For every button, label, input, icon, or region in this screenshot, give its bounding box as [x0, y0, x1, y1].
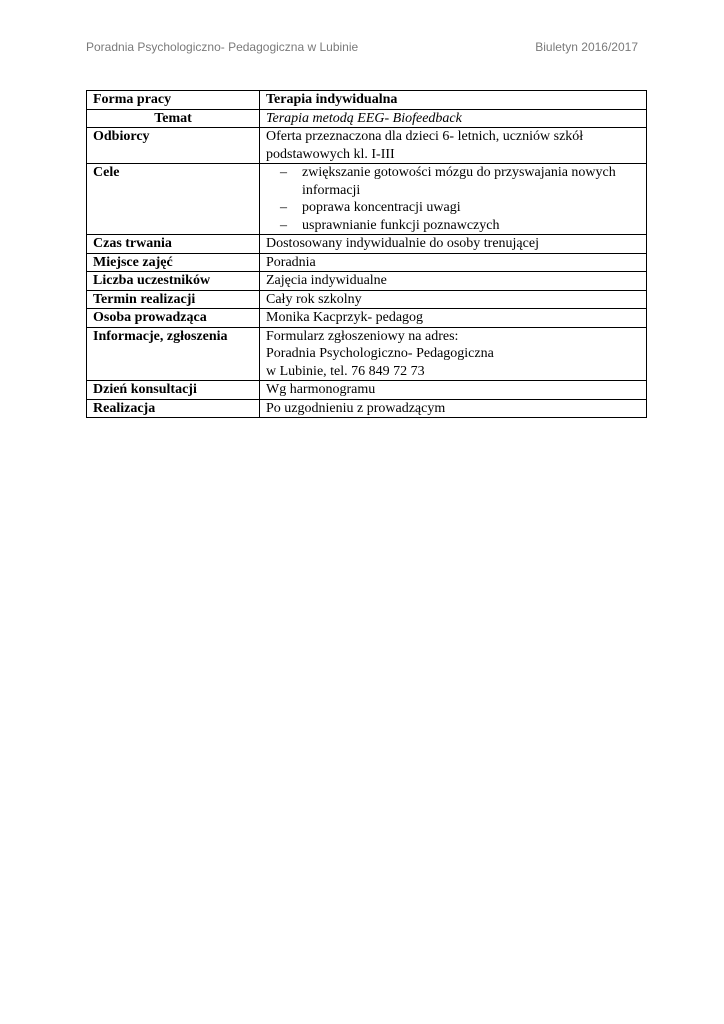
list-item: [266, 164, 640, 199]
dash-bullet-icon: –: [280, 200, 287, 215]
row-label-czas-trwania: Czas trwania: [87, 235, 260, 254]
table-row: [87, 309, 647, 328]
row-label-cele: Cele: [87, 164, 260, 235]
row-value-termin: Cały rok szkolny: [260, 290, 647, 309]
dash-bullet-icon: –: [280, 217, 287, 233]
row-value-miejsce: Poradnia: [260, 253, 647, 272]
row-label-miejsce: Miejsce zajęć: [87, 253, 260, 272]
informacje-line-1: Formularz zgłoszeniowy na adres:: [266, 328, 459, 344]
goal-text: usprawnianie funkcji poznawczych: [302, 217, 500, 233]
goals-list: [266, 164, 640, 234]
row-label-osoba: Osoba prowadząca: [87, 309, 260, 328]
row-label-informacje: Informacje, zgłoszenia: [87, 327, 260, 381]
list-item: [266, 199, 640, 217]
goal-text: zwiększanie gotowości mózgu do przyswajania nowych: [302, 165, 616, 180]
table-row: [87, 272, 647, 291]
row-label-realizacja: Realizacja: [87, 399, 260, 418]
goal-text-continued: informacji: [302, 182, 361, 198]
table-row: [87, 327, 647, 381]
row-label-dzien: Dzień konsultacji: [87, 381, 260, 400]
row-value-odbiorcy: [260, 128, 647, 164]
row-value-liczba: Zajęcia indywidualne: [260, 272, 647, 291]
odbiorcy-line-2: podstawowych kl. I-III: [266, 146, 395, 162]
table-row: [87, 399, 647, 418]
row-value-forma-pracy: Terapia indywidualna: [260, 91, 647, 110]
table-row: [87, 253, 647, 272]
row-label-liczba: Liczba uczestników: [87, 272, 260, 291]
row-label-forma-pracy: Forma pracy: [87, 91, 260, 110]
table-row: [87, 235, 647, 254]
goal-text: poprawa koncentracji uwagi: [302, 200, 461, 215]
list-item: [266, 217, 640, 235]
dash-bullet-icon: –: [280, 165, 287, 180]
table-row: [87, 381, 647, 400]
row-value-dzien: Wg harmonogramu: [260, 381, 647, 400]
table-row: [87, 91, 647, 110]
row-value-cele: [260, 164, 647, 235]
row-label-odbiorcy: Odbiorcy: [87, 128, 260, 164]
row-label-temat: Temat: [87, 109, 260, 128]
program-info-table: [86, 90, 647, 418]
row-label-termin: Termin realizacji: [87, 290, 260, 309]
informacje-line-3: w Lubinie, tel. 76 849 72 73: [266, 363, 425, 379]
odbiorcy-line-1: Oferta przeznaczona dla dzieci 6- letnich, uczniów szkół: [266, 129, 584, 144]
row-value-osoba: Monika Kacprzyk- pedagog: [260, 309, 647, 328]
row-value-informacje: [260, 327, 647, 381]
row-value-realizacja: Po uzgodnieniu z prowadzącym: [260, 399, 647, 418]
table-row: [87, 290, 647, 309]
row-value-temat: Terapia metodą EEG- Biofeedback: [260, 109, 647, 128]
informacje-line-2: Poradnia Psychologiczno- Pedagogiczna: [266, 346, 494, 361]
table-row: [87, 109, 647, 128]
row-value-czas-trwania: Dostosowany indywidualnie do osoby trenującej: [260, 235, 647, 254]
page-header: [86, 40, 638, 54]
header-bulletin: Biuletyn 2016/2017: [535, 40, 638, 54]
table-row: [87, 164, 647, 235]
header-institution: Poradnia Psychologiczno- Pedagogiczna w Lubinie: [86, 40, 359, 54]
table-row: [87, 128, 647, 164]
